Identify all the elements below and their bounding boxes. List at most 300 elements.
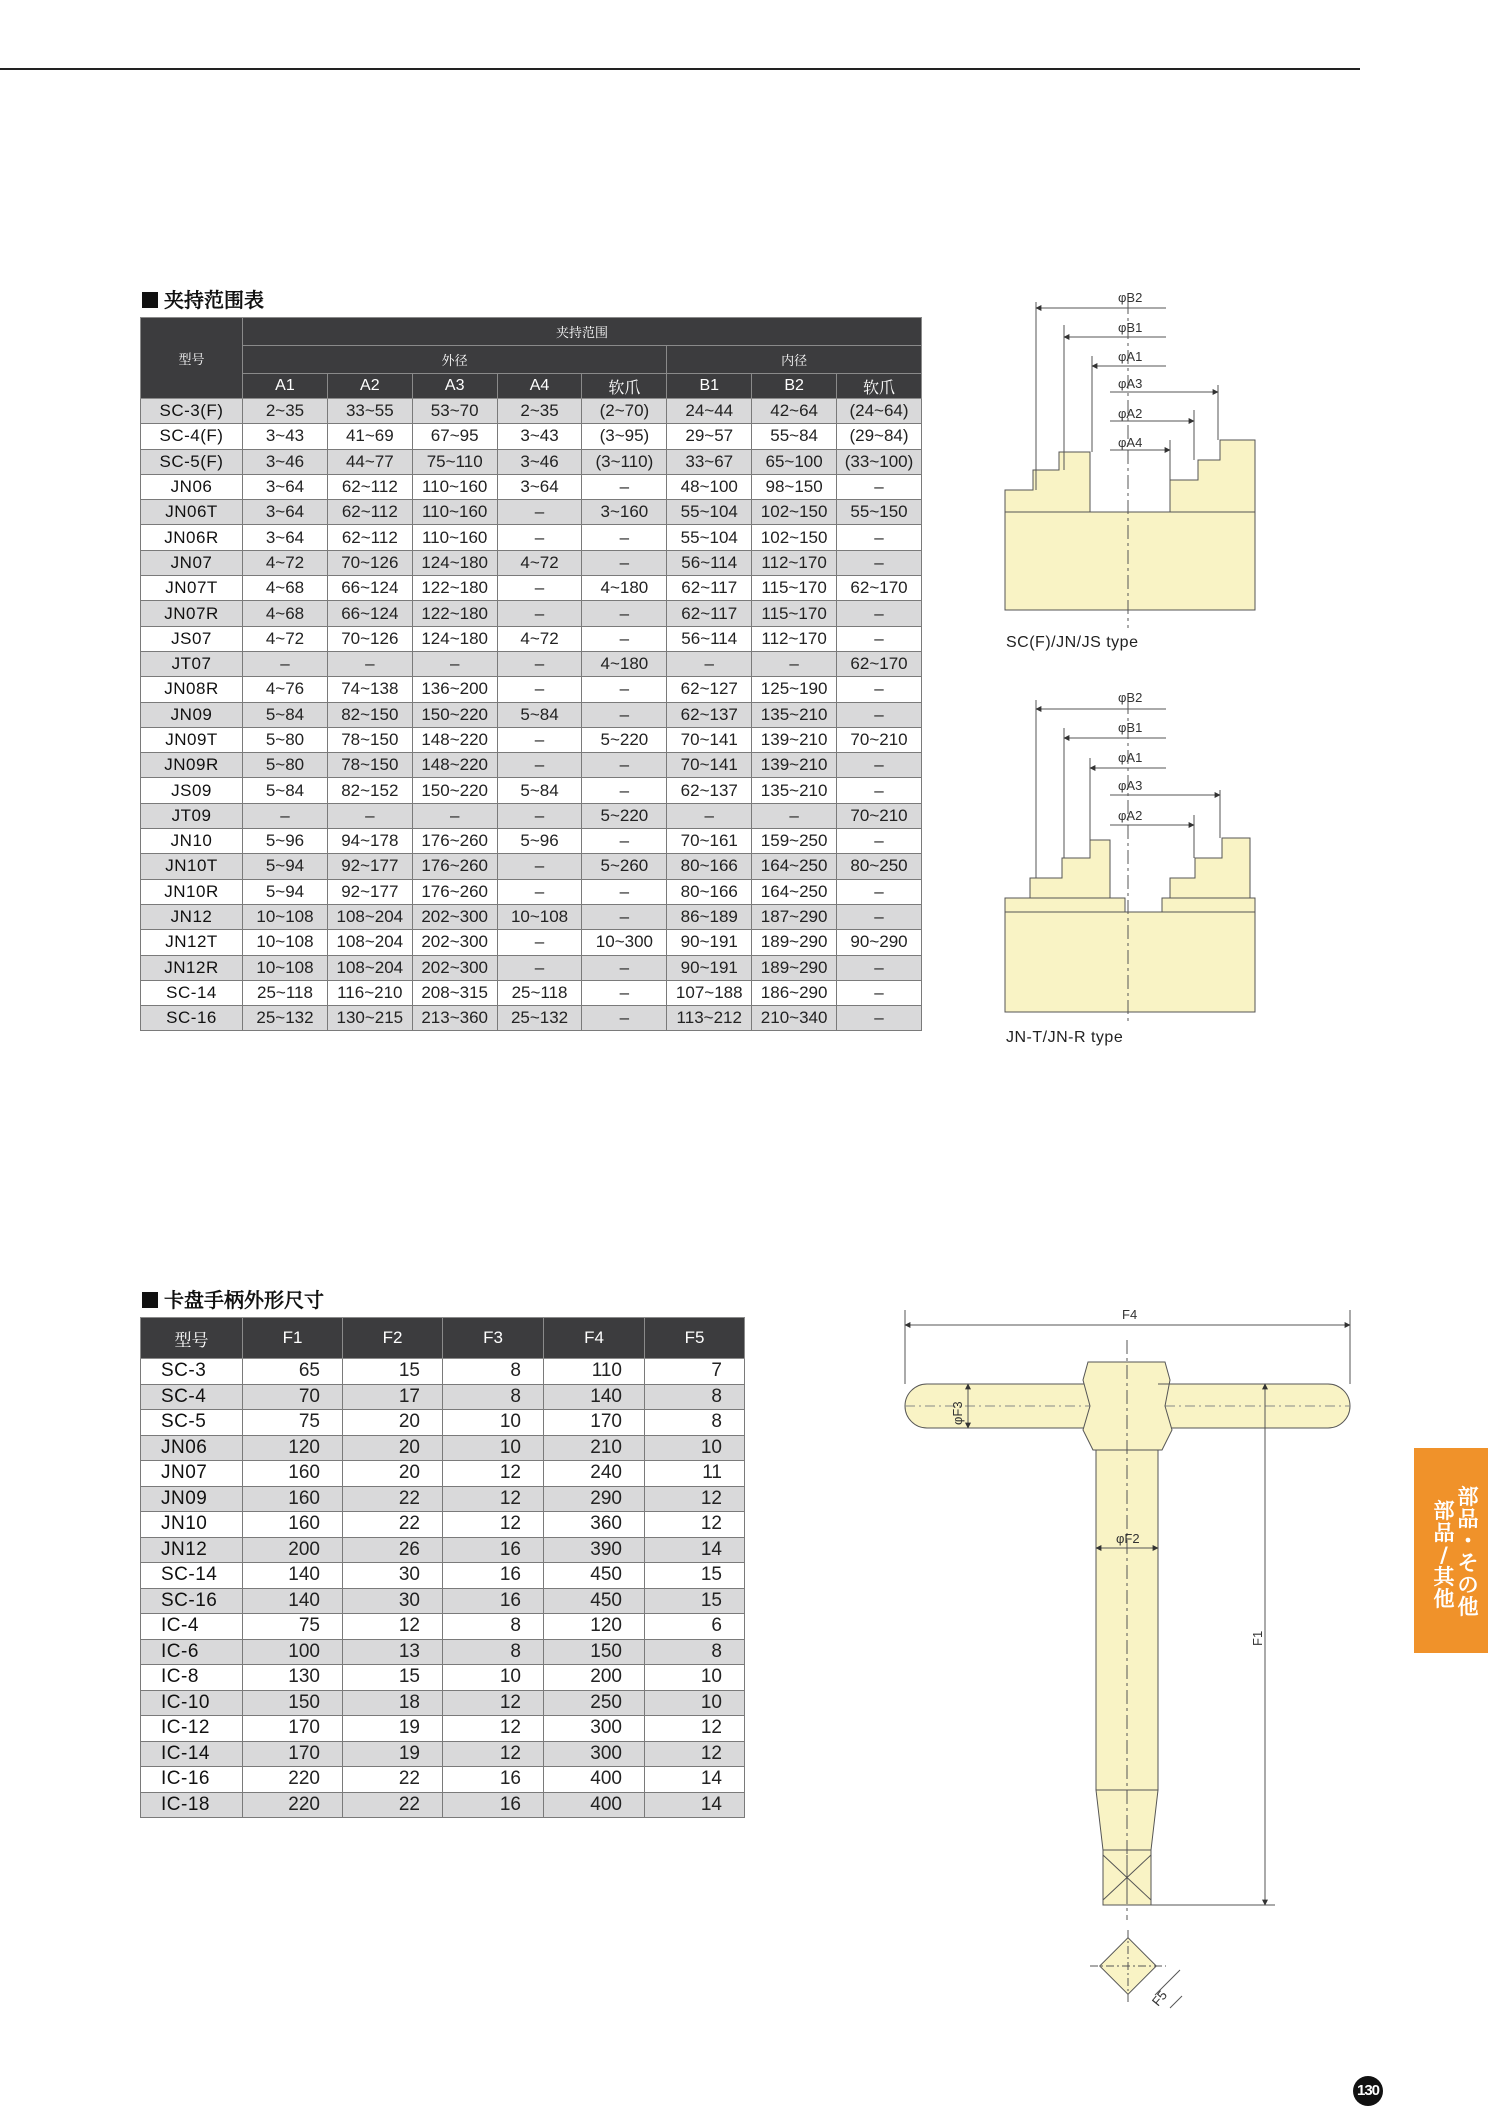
value-cell: 202~300 [412, 904, 497, 929]
value-cell: 112~170 [752, 550, 837, 575]
value-cell: 66~124 [327, 601, 412, 626]
value-cell: (3~95) [582, 424, 667, 449]
value-cell: – [582, 1006, 667, 1031]
value-cell: – [837, 525, 922, 550]
value-cell: – [497, 677, 582, 702]
value-cell: 187~290 [752, 904, 837, 929]
side-tab-parts[interactable] [1414, 1448, 1488, 1653]
value-cell: 210~340 [752, 1006, 837, 1031]
value-cell: 300 [544, 1716, 645, 1742]
model-cell: JN09T [141, 727, 243, 752]
value-cell: 65~100 [752, 449, 837, 474]
value-cell: 5~96 [497, 829, 582, 854]
model-cell: JT09 [141, 803, 243, 828]
value-cell: – [327, 803, 412, 828]
value-cell: 62~170 [837, 651, 922, 676]
value-cell: 8 [443, 1359, 544, 1385]
column-header: B2 [752, 374, 837, 399]
value-cell: 25~132 [243, 1006, 328, 1031]
value-cell: 4~76 [243, 677, 328, 702]
value-cell: 80~166 [667, 854, 752, 879]
value-cell: – [582, 702, 667, 727]
value-cell: 5~84 [243, 778, 328, 803]
model-cell: JN06T [141, 500, 243, 525]
model-cell: JN07T [141, 576, 243, 601]
value-cell: 80~250 [837, 854, 922, 879]
value-cell: – [837, 980, 922, 1005]
model-cell: IC-12 [141, 1716, 243, 1742]
value-cell: 44~77 [327, 449, 412, 474]
value-cell: 3~43 [497, 424, 582, 449]
label-b2: φB2 [1118, 690, 1143, 705]
label-b2: φB2 [1118, 290, 1143, 305]
value-cell: 110~160 [412, 500, 497, 525]
value-cell: 3~43 [243, 424, 328, 449]
value-cell: – [582, 980, 667, 1005]
value-cell: 15 [343, 1359, 443, 1385]
value-cell: 240 [544, 1461, 645, 1487]
model-cell: SC-4 [141, 1384, 243, 1410]
value-cell: 122~180 [412, 576, 497, 601]
value-cell: 94~178 [327, 829, 412, 854]
value-cell: 16 [443, 1563, 544, 1589]
value-cell: 5~84 [497, 702, 582, 727]
model-cell: JN10 [141, 1512, 243, 1538]
value-cell: (2~70) [582, 399, 667, 424]
value-cell: 136~200 [412, 677, 497, 702]
label-f4: F4 [1122, 1307, 1138, 1322]
column-header: F4 [544, 1318, 645, 1359]
value-cell: – [497, 525, 582, 550]
value-cell: – [667, 803, 752, 828]
side-tab-label-cn: 部 品 / 其 他 [1433, 1499, 1455, 1611]
value-cell: – [837, 1006, 922, 1031]
value-cell: 140 [243, 1563, 343, 1589]
value-cell: 12 [443, 1461, 544, 1487]
value-cell: 5~80 [243, 753, 328, 778]
value-cell: – [497, 727, 582, 752]
value-cell: 70~126 [327, 626, 412, 651]
column-header: 软爪 [582, 374, 667, 399]
value-cell: 55~104 [667, 500, 752, 525]
value-cell: 176~260 [412, 879, 497, 904]
value-cell: 102~150 [752, 525, 837, 550]
value-cell: 33~67 [667, 449, 752, 474]
value-cell: 10 [645, 1690, 745, 1716]
value-cell: 12 [645, 1716, 745, 1742]
value-cell: 10~300 [582, 930, 667, 955]
value-cell: 5~84 [243, 702, 328, 727]
value-cell: – [752, 803, 837, 828]
value-cell: 25~118 [497, 980, 582, 1005]
value-cell: – [412, 803, 497, 828]
value-cell: 30 [343, 1563, 443, 1589]
value-cell: – [837, 904, 922, 929]
value-cell: 74~138 [327, 677, 412, 702]
model-cell: JN06 [141, 474, 243, 499]
value-cell: 29~57 [667, 424, 752, 449]
value-cell: 125~190 [752, 677, 837, 702]
value-cell: 10 [443, 1435, 544, 1461]
value-cell: 300 [544, 1741, 645, 1767]
value-cell: 213~360 [412, 1006, 497, 1031]
value-cell: 290 [544, 1486, 645, 1512]
value-cell: 140 [243, 1588, 343, 1614]
value-cell: 62~112 [327, 474, 412, 499]
value-cell: 62~112 [327, 525, 412, 550]
value-cell: 10 [645, 1665, 745, 1691]
value-cell: 12 [343, 1614, 443, 1640]
value-cell: 62~117 [667, 576, 752, 601]
value-cell: 160 [243, 1486, 343, 1512]
model-cell: SC-5(F) [141, 449, 243, 474]
label-a3: φA3 [1118, 778, 1143, 793]
value-cell: 12 [645, 1741, 745, 1767]
value-cell: 70~126 [327, 550, 412, 575]
value-cell: 22 [343, 1486, 443, 1512]
value-cell: 14 [645, 1767, 745, 1793]
side-tab-label-jp: 部 品 ・ そ の 他 [1457, 1485, 1479, 1619]
value-cell: – [837, 601, 922, 626]
value-cell: 75~110 [412, 449, 497, 474]
value-cell: – [497, 930, 582, 955]
value-cell: 250 [544, 1690, 645, 1716]
value-cell: – [582, 550, 667, 575]
model-cell: JS09 [141, 778, 243, 803]
value-cell: 4~180 [582, 576, 667, 601]
value-cell: 4~72 [497, 626, 582, 651]
value-cell: 120 [243, 1435, 343, 1461]
label-a3: φA3 [1118, 376, 1143, 391]
value-cell: 124~180 [412, 550, 497, 575]
value-cell: – [582, 955, 667, 980]
value-cell: 11 [645, 1461, 745, 1487]
value-cell: 400 [544, 1792, 645, 1818]
value-cell: 450 [544, 1588, 645, 1614]
value-cell: 16 [443, 1588, 544, 1614]
value-cell: 98~150 [752, 474, 837, 499]
value-cell: 24~44 [667, 399, 752, 424]
value-cell: 135~210 [752, 702, 837, 727]
value-cell: – [412, 651, 497, 676]
model-cell: JN07R [141, 601, 243, 626]
value-cell: 55~84 [752, 424, 837, 449]
value-cell: 200 [243, 1537, 343, 1563]
value-cell: 15 [645, 1588, 745, 1614]
value-cell: 5~220 [582, 727, 667, 752]
value-cell: 202~300 [412, 930, 497, 955]
value-cell: 8 [645, 1639, 745, 1665]
value-cell: 6 [645, 1614, 745, 1640]
model-cell: IC-4 [141, 1614, 243, 1640]
value-cell: 90~191 [667, 930, 752, 955]
value-cell: 176~260 [412, 854, 497, 879]
model-cell: JN09 [141, 1486, 243, 1512]
value-cell: 220 [243, 1767, 343, 1793]
caption-jn-type: JN-T/JN-R type [1006, 1029, 1124, 1046]
value-cell: 135~210 [752, 778, 837, 803]
value-cell: 12 [443, 1716, 544, 1742]
model-cell: JN07 [141, 550, 243, 575]
value-cell: – [837, 474, 922, 499]
model-cell: JN10T [141, 854, 243, 879]
value-cell: – [497, 601, 582, 626]
value-cell: 78~150 [327, 727, 412, 752]
value-cell: 12 [645, 1512, 745, 1538]
value-cell: 102~150 [752, 500, 837, 525]
value-cell: 62~137 [667, 778, 752, 803]
value-cell: 10 [645, 1435, 745, 1461]
value-cell: 115~170 [752, 601, 837, 626]
value-cell: (29~84) [837, 424, 922, 449]
value-cell: 16 [443, 1767, 544, 1793]
model-cell: SC-3(F) [141, 399, 243, 424]
value-cell: 75 [243, 1410, 343, 1436]
value-cell: – [582, 753, 667, 778]
value-cell: 110~160 [412, 474, 497, 499]
value-cell: 159~250 [752, 829, 837, 854]
value-cell: 8 [443, 1614, 544, 1640]
value-cell: 108~204 [327, 904, 412, 929]
value-cell: 10~108 [243, 955, 328, 980]
column-header: F3 [443, 1318, 544, 1359]
value-cell: 170 [243, 1716, 343, 1742]
value-cell: 108~204 [327, 955, 412, 980]
value-cell: 20 [343, 1461, 443, 1487]
value-cell: – [497, 576, 582, 601]
value-cell: 170 [544, 1410, 645, 1436]
grip-table-title: 夹持范围表 [142, 284, 264, 313]
value-cell: 7 [645, 1359, 745, 1385]
model-cell: IC-6 [141, 1639, 243, 1665]
value-cell: 5~94 [243, 854, 328, 879]
value-cell: 3~46 [497, 449, 582, 474]
value-cell: 8 [443, 1384, 544, 1410]
value-cell: 41~69 [327, 424, 412, 449]
label-f2: φF2 [1116, 1531, 1140, 1546]
value-cell: 53~70 [412, 399, 497, 424]
value-cell: – [582, 879, 667, 904]
value-cell: 200 [544, 1665, 645, 1691]
label-a1: φA1 [1118, 349, 1143, 364]
value-cell: 202~300 [412, 955, 497, 980]
value-cell: 10~108 [243, 930, 328, 955]
value-cell: 12 [443, 1690, 544, 1716]
value-cell: 2~35 [243, 399, 328, 424]
value-cell: 5~96 [243, 829, 328, 854]
label-f5: F5 [1148, 1987, 1171, 2009]
label-f1: F1 [1250, 1630, 1265, 1646]
value-cell: 80~166 [667, 879, 752, 904]
value-cell: 13 [343, 1639, 443, 1665]
header-outer: 外径 [243, 346, 667, 374]
value-cell: 56~114 [667, 550, 752, 575]
value-cell: 92~177 [327, 879, 412, 904]
value-cell: 70~210 [837, 727, 922, 752]
model-cell: SC-4(F) [141, 424, 243, 449]
value-cell: 3~64 [243, 500, 328, 525]
model-cell: JN09R [141, 753, 243, 778]
column-header: 软爪 [837, 374, 922, 399]
model-cell: JN12T [141, 930, 243, 955]
value-cell: 70~141 [667, 727, 752, 752]
value-cell: 189~290 [752, 955, 837, 980]
value-cell: 148~220 [412, 753, 497, 778]
value-cell: 55~150 [837, 500, 922, 525]
value-cell: 139~210 [752, 727, 837, 752]
value-cell: 3~64 [497, 474, 582, 499]
value-cell: 10~108 [243, 904, 328, 929]
value-cell: – [497, 500, 582, 525]
value-cell: 150 [243, 1690, 343, 1716]
value-cell: 12 [443, 1741, 544, 1767]
value-cell: 67~95 [412, 424, 497, 449]
value-cell: 42~64 [752, 399, 837, 424]
chuck-diagram-sc [1005, 290, 1255, 628]
model-cell: IC-10 [141, 1690, 243, 1716]
label-a4: φA4 [1118, 435, 1143, 450]
handle-diagram [905, 1307, 1350, 2009]
value-cell: 5~94 [243, 879, 328, 904]
column-header: F2 [343, 1318, 443, 1359]
model-cell: SC-14 [141, 980, 243, 1005]
value-cell: 16 [443, 1792, 544, 1818]
value-cell: 186~290 [752, 980, 837, 1005]
column-header: A2 [327, 374, 412, 399]
value-cell: 4~72 [243, 550, 328, 575]
value-cell: 100 [243, 1639, 343, 1665]
column-header: B1 [667, 374, 752, 399]
value-cell: 22 [343, 1767, 443, 1793]
value-cell: 19 [343, 1741, 443, 1767]
value-cell: 150~220 [412, 702, 497, 727]
value-cell: – [582, 474, 667, 499]
value-cell: – [837, 626, 922, 651]
model-cell: SC-16 [141, 1588, 243, 1614]
chuck-diagram-jn [1005, 690, 1255, 1025]
value-cell: 90~191 [667, 955, 752, 980]
model-cell: IC-8 [141, 1665, 243, 1691]
model-cell: SC-16 [141, 1006, 243, 1031]
value-cell: 140 [544, 1384, 645, 1410]
value-cell: 110~160 [412, 525, 497, 550]
value-cell: 18 [343, 1690, 443, 1716]
model-cell: JN10 [141, 829, 243, 854]
value-cell: 62~170 [837, 576, 922, 601]
model-cell: JS07 [141, 626, 243, 651]
value-cell: – [497, 854, 582, 879]
value-cell: 86~189 [667, 904, 752, 929]
model-cell: SC-3 [141, 1359, 243, 1385]
value-cell: 90~290 [837, 930, 922, 955]
value-cell: 4~68 [243, 601, 328, 626]
column-header: A1 [243, 374, 328, 399]
header-model: 型号 [141, 318, 243, 399]
value-cell: – [837, 879, 922, 904]
value-cell: 62~112 [327, 500, 412, 525]
value-cell: – [497, 651, 582, 676]
value-cell: 3~46 [243, 449, 328, 474]
value-cell: 148~220 [412, 727, 497, 752]
value-cell: 70~161 [667, 829, 752, 854]
value-cell: 5~80 [243, 727, 328, 752]
value-cell: 208~315 [412, 980, 497, 1005]
value-cell: 14 [645, 1792, 745, 1818]
column-header: 型号 [141, 1318, 243, 1359]
value-cell: 48~100 [667, 474, 752, 499]
model-cell: JN12R [141, 955, 243, 980]
value-cell: 62~117 [667, 601, 752, 626]
value-cell: 70 [243, 1384, 343, 1410]
value-cell: 25~118 [243, 980, 328, 1005]
model-cell: IC-18 [141, 1792, 243, 1818]
model-cell: JN06 [141, 1435, 243, 1461]
value-cell: 108~204 [327, 930, 412, 955]
value-cell: – [837, 778, 922, 803]
value-cell: – [837, 753, 922, 778]
value-cell: 176~260 [412, 829, 497, 854]
value-cell: – [837, 677, 922, 702]
model-cell: IC-14 [141, 1741, 243, 1767]
value-cell: 62~127 [667, 677, 752, 702]
value-cell: 400 [544, 1767, 645, 1793]
value-cell: 25~132 [497, 1006, 582, 1031]
header-grip-range: 夹持范围 [243, 318, 922, 346]
model-cell: JN07 [141, 1461, 243, 1487]
value-cell: 107~188 [667, 980, 752, 1005]
value-cell: 14 [645, 1537, 745, 1563]
label-a2: φA2 [1118, 808, 1143, 823]
value-cell: 112~170 [752, 626, 837, 651]
value-cell: 15 [645, 1563, 745, 1589]
model-cell: IC-16 [141, 1767, 243, 1793]
header-inner: 内径 [667, 346, 922, 374]
label-f3: φF3 [950, 1401, 965, 1425]
value-cell: 12 [443, 1512, 544, 1538]
value-cell: 8 [645, 1410, 745, 1436]
model-cell: JN12 [141, 1537, 243, 1563]
value-cell: 10~108 [497, 904, 582, 929]
value-cell: 5~220 [582, 803, 667, 828]
value-cell: 20 [343, 1410, 443, 1436]
value-cell: 4~72 [243, 626, 328, 651]
value-cell: (33~100) [837, 449, 922, 474]
value-cell: 22 [343, 1792, 443, 1818]
value-cell: – [752, 651, 837, 676]
value-cell: – [667, 651, 752, 676]
model-cell: JN10R [141, 879, 243, 904]
value-cell: 110 [544, 1359, 645, 1385]
value-cell: 82~152 [327, 778, 412, 803]
label-a2: φA2 [1118, 406, 1143, 421]
value-cell: 16 [443, 1537, 544, 1563]
value-cell: 116~210 [327, 980, 412, 1005]
value-cell: – [582, 677, 667, 702]
value-cell: 5~260 [582, 854, 667, 879]
model-cell: SC-14 [141, 1563, 243, 1589]
label-b1: φB1 [1118, 320, 1143, 335]
value-cell: – [497, 753, 582, 778]
value-cell: 12 [443, 1486, 544, 1512]
value-cell: – [497, 955, 582, 980]
value-cell: 120 [544, 1614, 645, 1640]
value-cell: 139~210 [752, 753, 837, 778]
value-cell: 150 [544, 1639, 645, 1665]
model-cell: JN12 [141, 904, 243, 929]
value-cell: 15 [343, 1665, 443, 1691]
value-cell: 8 [443, 1639, 544, 1665]
value-cell: – [327, 651, 412, 676]
